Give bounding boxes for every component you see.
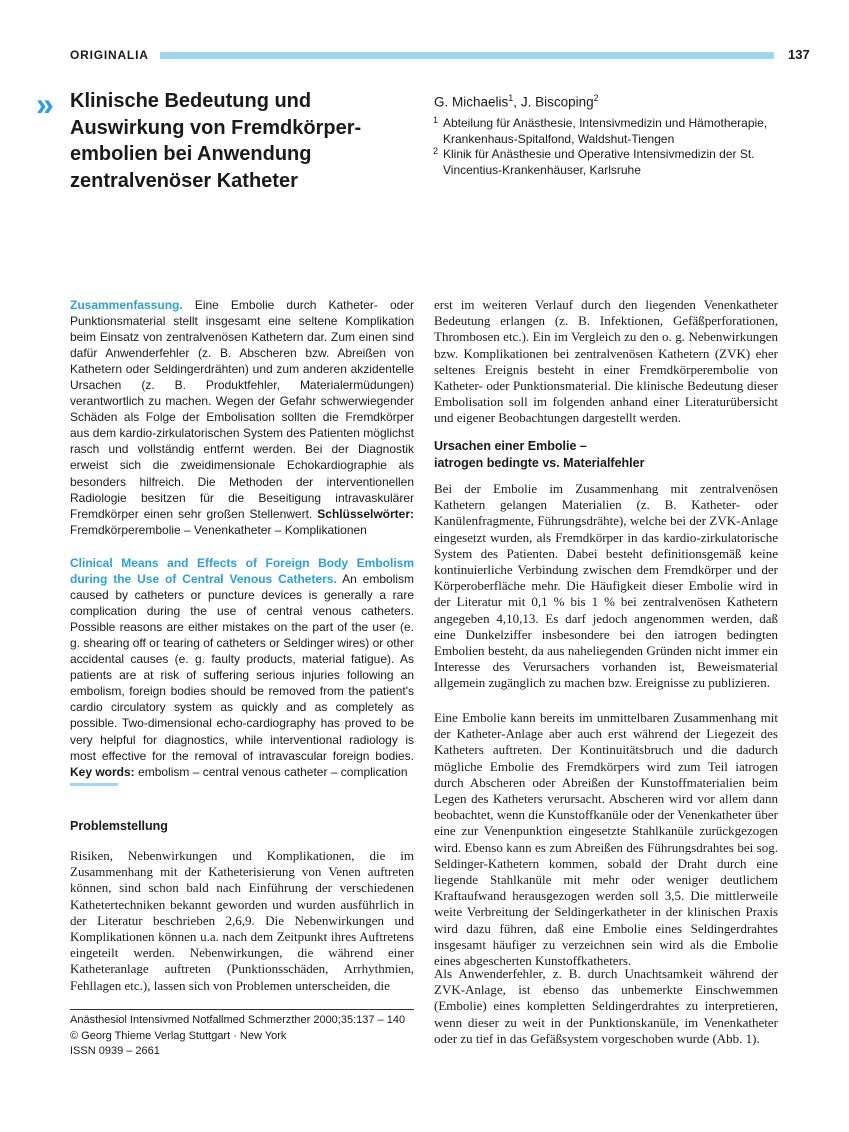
author-sup: 1: [508, 93, 514, 103]
abstract-german: [70, 297, 414, 538]
citation-line: Anästhesiol Intensivmed Notfallmed Schmerzther 2000;35:137 – 140: [70, 1014, 406, 1026]
abstract-english: [70, 555, 414, 780]
section-heading: Problemstellung: [70, 819, 168, 833]
affiliation-number: 1: [433, 115, 439, 125]
article-title: Klinische Bedeutung und Auswirkung von Fremdkörperembolien bei Anwendung zentralvenöser Katheter: [70, 90, 362, 192]
keywords: embolism – central venous catheter – complication: [138, 764, 408, 779]
page-number: 137: [788, 47, 810, 62]
title-mark-icon: »: [36, 86, 54, 122]
affiliation-text: Abteilung für Anästhesie, Intensivmedizin und Hämotherapie, Krankenhaus-Spitalfond, Waldshut-Tiengen: [443, 116, 768, 146]
affiliation: [433, 115, 803, 147]
body-paragraph: Als Anwenderfehler, z. B. durch Unachtsamkeit während der ZVK-Anlage, ist ebenso das unbemerkte Einschwemmen (Embolie) eines kompletten Seldingerdrahtes zu interpretieren, wenn dieser zu weit in der Punktionskanüle, im Venenkatheter oder zu tief in das Gefäßsystem vorgeschoben wurde (Abb. 1).: [434, 966, 778, 1046]
affiliation-text: Klinik für Anästhesie und Operative Intensivmedizin der St. Vincentius-Krankenhäuser, Karlsruhe: [443, 147, 755, 177]
keywords-label: Key words:: [70, 764, 135, 779]
author-name: G. Michaelis: [434, 94, 509, 110]
keywords: Fremdkörperembolie – Venenkatheter – Komplikationen: [70, 522, 367, 537]
abstract-text: Eine Embolie durch Katheter- oder Punktionsmaterial stellt insgesamt eine seltene Komplikation beim Einsatz von zentralvenösen Kathetern dar. Zum einen sind dafür Anwenderfehler (z. B. Abscheren bzw. Abreißen von Kathetern oder Seldingerdrähten) und zum anderen akzidentelle Ursachen (z. B. Produktfehler, Materialermüdungen) verantwortlich zu machen. Wegen der Gefahr schwerwiegender Schäden als Folge der Embolisation sollten die Fremdkörper aus dem kardio-zirkulatorischen System des Patienten möglichst rasch und vollständig entfernt werden. Bei der Diagnostik erweist sich die zweidimensionale Echokardiographie als besonders hilfreich. Die Methoden der interventionellen Radiologie besitzen für die Beseitigung intravaskulärer Fremdkörper einen sehr großen Stellenwert.: [70, 298, 414, 521]
affiliation: [433, 146, 803, 178]
section-heading-line: iatrogen bedingte vs. Materialfehler: [434, 456, 645, 470]
body-paragraph: erst im weiteren Verlauf durch den liegenden Venenkatheter Bedeutung erlangen (z. B. Infektionen, Gefäßperforationen, Thrombosen etc.). Ein im Vergleich zu den o. g. Nebenwirkungen bzw. Komplikationen bei zentralvenösen Kathetern (ZVK) eher seltenes Ereignis besteht in einer Fremdkörperembolie von Katheter- oder Punktionsmaterial. Die klinische Bedeutung dieser Embolisation soll im folgenden anhand einer Literaturübersicht und eigener Beobachtungen dargestellt werden.: [434, 297, 778, 426]
body-paragraph: Eine Embolie kann bereits im unmittelbaren Zusammenhang mit der Katheter-Anlage aber auch erst während der Liegezeit des Katheters auftreten. Der Kontinuitätsbruch und die dadurch mögliche Embolie des Fremdkörpers wird zum Teil iatrogen durch Abscheren oder Abreißen der Kunstoffmaterialien beim Legen des Katheters verursacht. Abscheren wird vor allem dann beobachtet, wenn die Kunstoffkanüle oder der Venenkatheter über eine zur Venenpunktion eingesetzte Stahlkanüle zurückgezogen wird. Ebenso kann es zum Abreißen des Führungsdrahtes bei sog. Seldinger-Kathetern kommen, sobald der Draht durch eine liegende Stahlkanüle mit mehr oder weniger deutlichem Kraftaufwand herausgezogen werden soll 3,5. Die mittlerweile weite Verbreitung der Seldingerkatheter in der klinischen Praxis wird dazu führen, daß eine Embolie eines Seldingerdrahtes insgesamt häufiger zu verzeichnen sein wird als die Embolie eines abgescherten Kunstoffkatheters.: [434, 710, 778, 969]
affiliation-number: 2: [433, 146, 439, 156]
footer-rule: [70, 1009, 414, 1010]
author-line: [434, 93, 599, 110]
header-bar: [160, 52, 774, 59]
section-heading: [434, 438, 778, 472]
section-divider: [70, 783, 118, 786]
section-label: ORIGINALIA: [70, 48, 149, 62]
keywords-label: Schlüsselwörter:: [317, 506, 414, 521]
body-paragraph: Bei der Embolie im Zusammenhang mit zentralvenösen Kathetern gelangen Materialien (z. B. Katheter- oder Kanülenfragmente, Führungsdrähte), welche bei der ZVK-Anlage eingesetzt wurden, als Fremdkörper in das kardio-zirkulatorische System des Patienten. Dabei besteht definitionsgemäß keine kontinuierliche Verbindung zwischen dem Fremdkörper und der Körperoberfläche mehr. Die Häufigkeit dieser Embolie wird in der Literatur mit 0,1 % bis 1 % bei zentralvenösen Kathetern angegeben 4,10,13. Es darf jedoch angenommen werden, daß eine Dunkelziffer insbesondere bei den iatrogen bedingten Embolien besteht, da aus naheliegenden Gründen nicht immer ein Interesse des Verursachers vorhanden ist, Beweismaterial allgemein zugänglich zu machen bzw. Ereignisse zu publizieren.: [434, 481, 778, 691]
abstract-heading: Clinical Means and Effects of Foreign Body Embolism during the Use of Central Venous Catheters.: [70, 556, 414, 587]
author-separator: ,: [513, 94, 521, 110]
author-sup: 2: [593, 93, 599, 103]
issn-line: ISSN 0939 – 2661: [70, 1045, 160, 1057]
copyright-line: © Georg Thieme Verlag Stuttgart · New York: [70, 1029, 287, 1042]
citation-footer: [70, 1013, 405, 1060]
abstract-heading: Zusammenfassung.: [70, 298, 183, 312]
author-name: J. Biscoping: [520, 94, 594, 110]
body-paragraph: Risiken, Nebenwirkungen und Komplikationen, die im Zusammenhang mit der Katheterisierung von Venen auftreten können, sind schon bald nach Einführung der verschiedenen Kathetertechniken bekannt geworden und wurden ausführlich in der Literatur beschrieben 2,6,9. Die Nebenwirkungen und Komplikationen können u.a. nach dem Zeitpunkt ihres Auftretens eingeteilt werden. Nebenwirkungen, die während einer Katheteranlage auftreten (Punktionsschäden, Arrhythmien, Fehllagen etc.), lassen sich von Problemen unterscheiden, die: [70, 848, 414, 993]
abstract-text: An embolism caused by catheters or puncture devices is generally a rare complication during the use of central venous catheters. Possible reasons are either mistakes on the part of the user (e. g. shearing off or tearing of catheters or Seldinger wires) or other accidental causes (e. g. faulty products, material fatigue). As patients are at risk of suffering serious injuries following an embolism, foreign bodies should be removed from the patient's cardio circulatory system as quickly and as completely as possible. Two-dimensional echo-cardiography has proved to be very helpful for diagnostics, while interventional radiology is most effective for the removal of intravascular foreign bodies.: [70, 572, 414, 763]
section-heading-line: Ursachen einer Embolie –: [434, 439, 587, 453]
